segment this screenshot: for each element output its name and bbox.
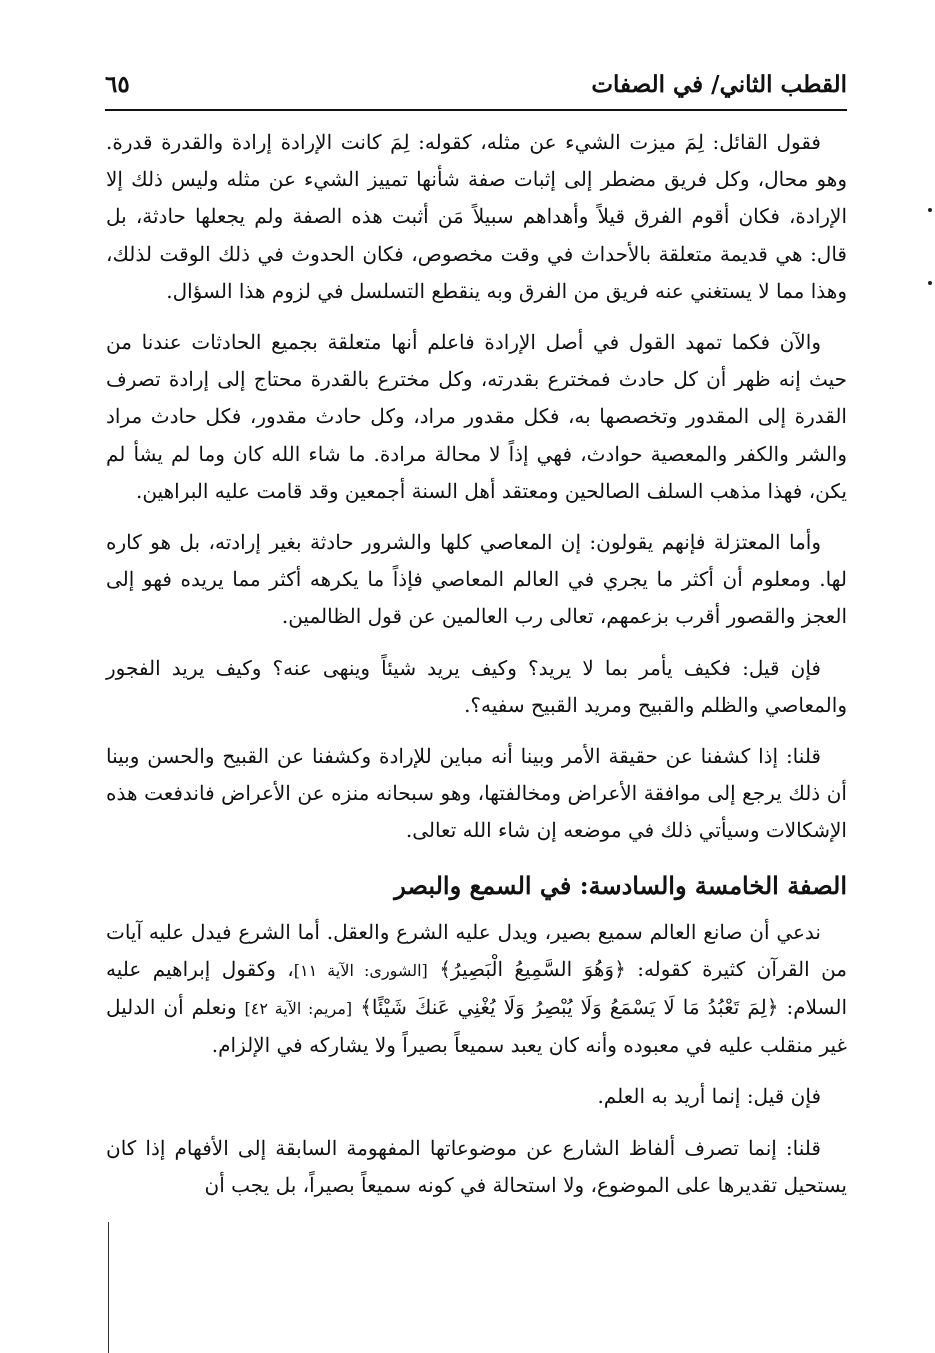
page-number: ٦٥ <box>105 71 130 98</box>
running-header-title: القطب الثاني/ في الصفات <box>591 71 847 98</box>
quran-verse: ﴿وَهُوَ السَّمِيعُ الْبَصِيرُ﴾ <box>439 956 626 981</box>
paragraph-text: ، وكقول إبراهيم عليه السلام: <box>106 956 848 1020</box>
header-rule <box>105 109 847 111</box>
section-heading: الصفة الخامسة والسادسة: في السمع والبصر <box>394 870 847 900</box>
paragraph: والآن فكما تمهد القول في أصل الإرادة فاعلم أنها متعلقة بجميع الحادثات عندنا من حيث إنه ظهر أن كل حادث فمخترع بقدرته، وكل مخترع بالقدرة محتاج إلى إرادة تصرف القدرة إلى المقدور وتخصصها به، فكل مقدور مراد، وكل حادث مقدور، فكل حادث مراد والشر والكفر والمعصية حوادث، فهي إذاً لا محالة مرادة. ما شاء الله كان وما لم يشأ لم يكن، فهذا مذهب السلف الصالحين ومعتقد أهل السنة أجمعين وقد قامت عليه البراهين. <box>106 330 847 503</box>
paragraph: قلنا: إنما تصرف ألفاظ الشارع عن موضوعاتها المفهومة السابقة إلى الأفهام إذا كان يستحيل تقديرها على الموضوع، ولا استحالة في كونه سميعاً بصيراً، بل يجب أن <box>106 1135 847 1197</box>
running-header <box>105 66 847 106</box>
margin-dot <box>928 208 932 212</box>
paragraph: وأما المعتزلة فإنهم يقولون: إن المعاصي كلها والشرور حادثة بغير إرادته، بل هو كاره لها. ومعلوم أن أكثر ما يجري في العالم المعاصي فإذاً ما يكرهه أكثر مما يريده فهو إلى العجز والقصور أقرب بزعمهم، تعالى رب العالمين عن قول الظالمين. <box>106 530 847 629</box>
paragraph: فإن قيل: فكيف يأمر بما لا يريد؟ وكيف يريد شيئاً وينهى عنه؟ وكيف يريد الفجور والمعاصي والظلم والقبيح ومريد القبيح سفيه؟. <box>106 655 847 717</box>
verse-reference: [مريم: الآية ٤٢] <box>244 999 353 1019</box>
body-text <box>106 124 847 1218</box>
paragraph: فقول القائل: لِمَ ميزت الشيء عن مثله، كقوله: لِمَ كانت الإرادة إرادة والقدرة قدرة. وهو محال، وكل فريق مضطر إلى إثبات صفة شأنها تمييز الشيء عن مثله وليس ذلك إلا الإرادة، فكان أقوم الفرق قيلاً وأهداهم سبيلاً مَن أثبت هذه الصفة ولم يجعلها حادثة، بل قال: هي قديمة متعلقة بالأحداث في وقت مخصوص، فكان الحدوث في ذلك الوقت لذلك، وهذا مما لا يستغني عنه فريق من الفرق وبه ينقطع التسلسل في لزوم هذا السؤال. <box>106 130 848 303</box>
paragraph: قلنا: إذا كشفنا عن حقيقة الأمر وبينا أنه مباين للإرادة وكشفنا عن القبيح والحسن وبينا أن ذلك يرجع إلى موافقة الأعراض ومخالفتها، وهو سبحانه منزه عن الأعراض فاندفعت هذه الإشكالات وسيأتي ذلك في موضعه إن شاء الله تعالى. <box>106 744 847 843</box>
paragraph-text: ندعي أن صانع العالم سميع بصير، ويدل عليه الشرع والعقل. أما الشرع فيدل عليه آيات من القرآن كثيرة كقوله: <box>106 919 848 981</box>
quran-verse: ﴿لِمَ تَعْبُدُ مَا لَا يَسْمَعُ وَلَا يُبْصِرُ وَلَا يُغْنِي عَنكَ شَيْئًا﴾ <box>360 995 779 1020</box>
paragraph: فإن قيل: إنما أريد به العلم. <box>597 1084 821 1109</box>
paragraph <box>106 914 847 1065</box>
margin-rule <box>108 1222 109 1353</box>
verse-reference: [الشورى: الآية ١١] <box>293 960 428 980</box>
margin-dot <box>928 281 932 285</box>
paragraph-text: ونعلم أن الدليل غير منقلب عليه في معبوده وأنه كان يعبد سميعاً بصيراً ولا يشاركه في الإلزام. <box>106 995 847 1058</box>
